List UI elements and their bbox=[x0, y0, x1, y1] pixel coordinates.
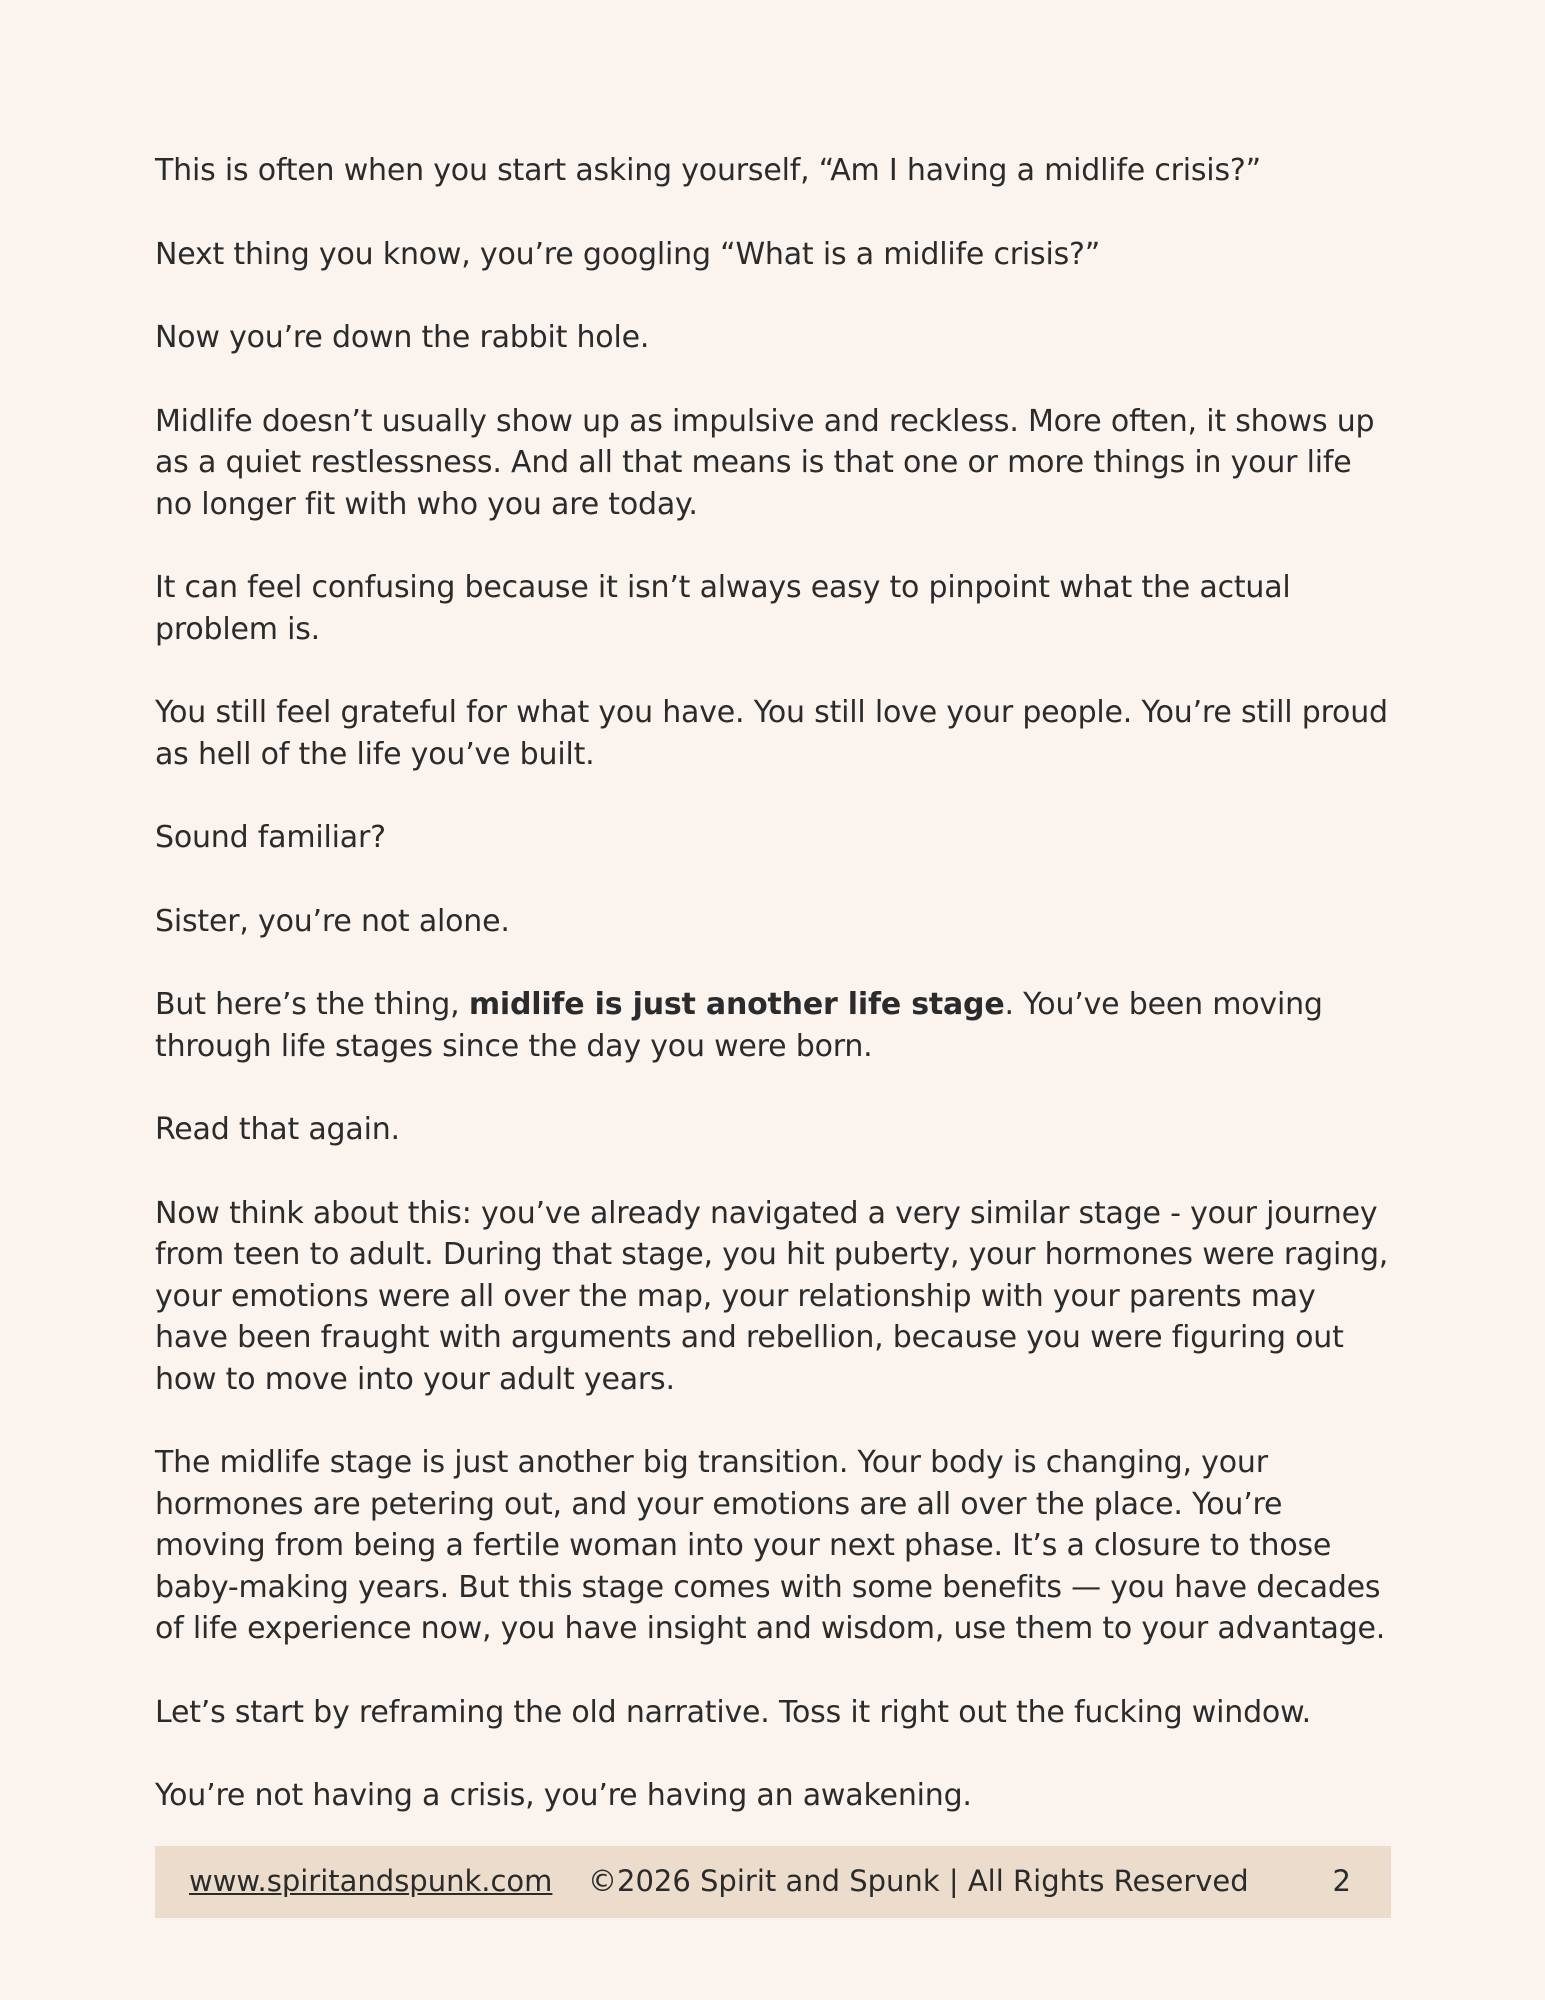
paragraph: The midlife stage is just another big transition. Your body is changing, your hormones are petering out, and your emotions are all over the place. You’re moving from being a fertile woman into your next phase. It’s a closure to those baby-making years. But this stage comes with some benefits — you have decades of life experience now, you have insight and wisdom, use them to your advantage. bbox=[155, 1445, 1386, 1646]
paragraph: Now you’re down the rabbit hole. bbox=[155, 320, 650, 355]
paragraph-text: . You’ve been moving through life stages since the day you were born. bbox=[155, 987, 1323, 1064]
paragraph: Midlife doesn’t usually show up as impulsive and reckless. More often, it shows up as a quiet restlessness. And all that means is that one or more things in your life no longer fit with who you are today. bbox=[155, 403, 1375, 522]
website-link[interactable]: www.spiritandspunk.com bbox=[189, 1864, 553, 1898]
paragraph-text: But here’s the thing, bbox=[155, 987, 469, 1022]
paragraph: Next thing you know, you’re googling “What is a midlife crisis?” bbox=[155, 236, 1101, 272]
paragraph: It can feel confusing because it isn’t always easy to pinpoint what the actual problem is. bbox=[155, 570, 1291, 647]
paragraph: This is often when you start asking yourself, “Am I having a midlife crisis?” bbox=[155, 153, 1261, 188]
paragraph: You’re not having a crisis, you’re having an awakening. bbox=[155, 1778, 972, 1813]
emphasis-text: midlife is just another life stage bbox=[468, 987, 1005, 1022]
paragraph-with-emphasis bbox=[155, 984, 1395, 1067]
paragraph: Now think about this: you’ve already navigated a very similar stage - your journey from teen to adult. During that stage, you hit puberty, your hormones were raging, your emotions were all over the map, your relationship with your parents may have been fraught with arguments and rebellion, because you were figuring out how to move into your adult years. bbox=[155, 1195, 1389, 1397]
paragraph: You still feel grateful for what you have. You still love your people. You’re still proud as hell of the life you’ve built. bbox=[155, 695, 1388, 772]
paragraph: Let’s start by reframing the old narrative. Toss it right out the fucking window. bbox=[155, 1694, 1311, 1730]
copyright-notice: ©2026 Spirit and Spunk | All Rights Reserved bbox=[588, 1864, 1249, 1898]
paragraph: Sister, you’re not alone. bbox=[155, 903, 510, 939]
page-footer bbox=[155, 1846, 1391, 1918]
paragraph: Read that again. bbox=[155, 1112, 400, 1147]
page-number: 2 bbox=[1332, 1864, 1351, 1898]
paragraph: Sound familiar? bbox=[155, 820, 386, 855]
body-text bbox=[155, 150, 1395, 1817]
